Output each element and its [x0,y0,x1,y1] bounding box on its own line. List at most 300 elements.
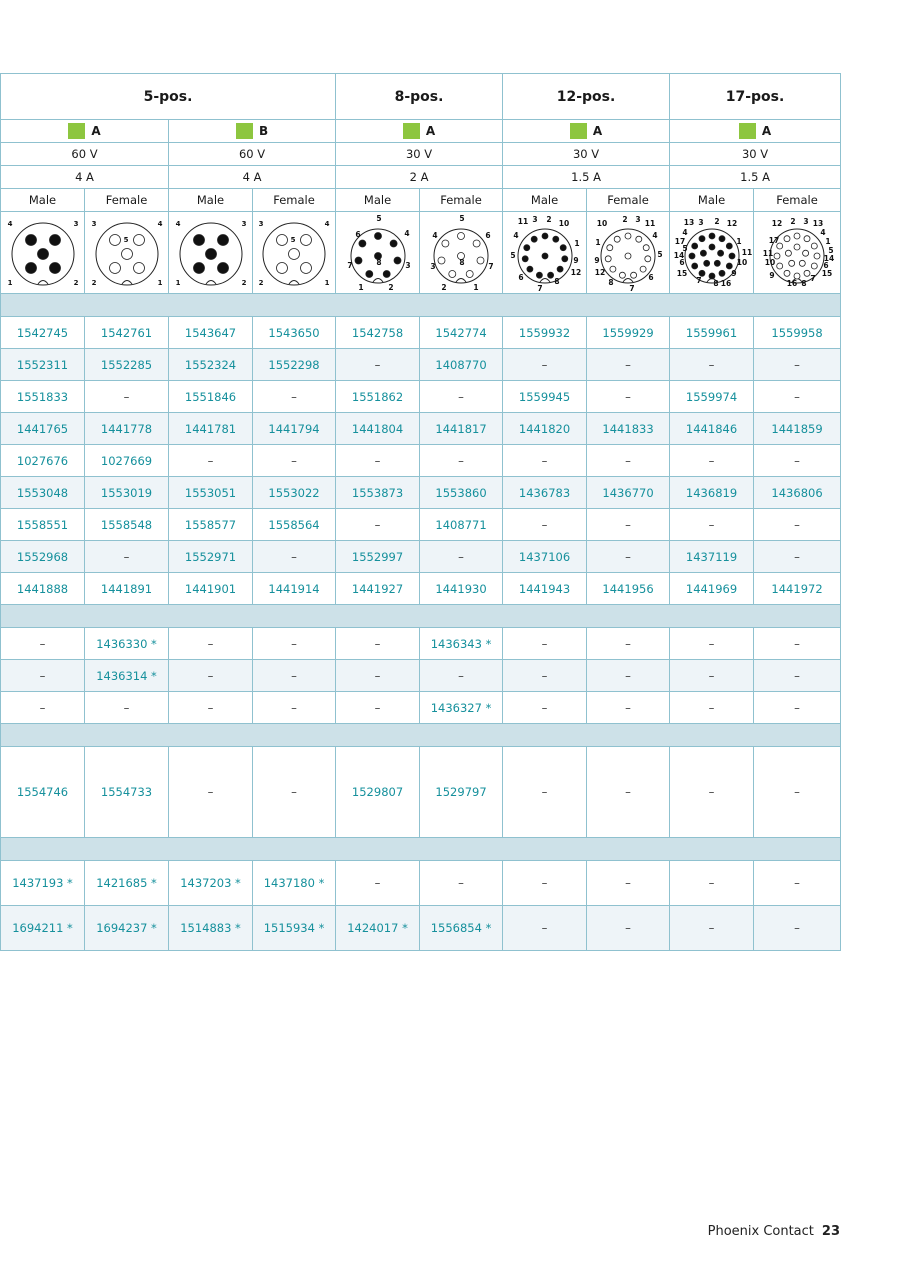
order-number-cell: – [503,628,587,660]
pin-number-label: 7 [488,261,494,271]
pin-number-label: 1 [157,278,162,287]
order-number-cell: 1441891 [85,573,169,605]
pin-number-label: 1 [573,238,580,248]
contact-pin [804,235,810,241]
order-number-cell: 1694211 * [1,906,85,951]
order-number-cell: – [336,509,420,541]
gender-cell: Male [503,189,587,212]
page-footer [708,1224,840,1239]
17-pos-female-diagram [756,213,838,293]
order-number-cell: – [253,747,336,838]
pin-number-label: 3 [73,219,78,228]
order-number-cell: – [503,349,587,381]
pin-number-label: 5 [39,235,44,244]
coding-cell [169,120,336,143]
order-number-cell: – [336,660,420,692]
contact-pin [217,234,228,245]
order-number-cell: 1552298 [253,349,336,381]
contact-pin [557,266,563,272]
order-number-cell: 1436770 [587,477,670,509]
order-number-cell: – [587,861,670,906]
contact-pin [394,257,401,264]
table-row [1,906,841,951]
pin-diagram-row [1,212,841,294]
contact-pin [729,253,735,259]
pin-number-label: 1 [473,282,479,292]
order-number-cell: – [336,628,420,660]
section-band [1,724,841,747]
contact-pin [355,257,362,264]
contact-pin [477,257,484,264]
coding-swatch-icon [570,123,587,139]
contact-pin [784,235,790,241]
section-band-cell [1,605,841,628]
pin-diagram-cell [420,212,503,294]
order-number-cell: – [670,628,754,660]
coding-label: A [425,124,436,138]
pin-number-label: 4 [157,219,162,228]
order-number-cell: 1436806 [754,477,841,509]
contact-pin [607,244,613,250]
pin-number-label: 10 [558,218,569,228]
pin-number-label: 6 [823,260,829,270]
order-number-cell: – [420,660,503,692]
order-number-cell: – [754,445,841,477]
voltage-cell: 30 V [336,143,503,166]
order-number-cell: 1552285 [85,349,169,381]
section-band [1,294,841,317]
contact-pin [625,253,631,259]
pin-diagram-cell [253,212,336,294]
order-number-cell: – [336,445,420,477]
current-cell: 1.5 A [503,166,670,189]
pin-number-label: 2 [622,214,628,224]
coding-label: B [258,124,269,138]
voltage-cell: 30 V [503,143,670,166]
5-pos-b-male-diagram [170,213,252,293]
order-number-cell: 1437180 * [253,861,336,906]
pin-number-label: 10 [736,257,747,267]
pin-number-label: 12 [570,267,581,277]
pin-number-label: 11 [741,247,752,257]
order-number-cell: – [587,747,670,838]
order-number-cell: – [1,628,85,660]
coding-swatch-icon [236,123,253,139]
pin-diagram-cell [169,212,253,294]
pin-number-label: 8 [712,278,719,288]
order-number-cell: 1441794 [253,413,336,445]
order-number-cell: – [85,541,169,573]
contact-pin [133,262,144,273]
series-12-pos: 12-pos. [503,74,670,120]
pin-diagram-cell [1,212,85,294]
order-number-cell: – [587,628,670,660]
table-row [1,381,841,413]
pin-number-label: 2 [258,278,264,287]
pin-number-label: 2 [387,282,394,292]
voltage-row [1,143,841,166]
section-band [1,605,841,628]
pin-number-label: 3 [531,214,538,224]
pin-number-label: 8 [801,278,807,288]
coding-notch [623,278,633,282]
gender-cell: Female [420,189,503,212]
contact-pin [799,260,805,266]
order-number-cell: – [169,747,253,838]
pin-number-label: 5 [828,245,834,255]
order-number-cell: – [754,692,841,724]
coding-swatch-icon [403,123,420,139]
order-number-cell: – [336,692,420,724]
coding-notch [289,280,299,284]
current-row [1,166,841,189]
pin-number-label: 2 [790,216,796,226]
pin-diagram-cell [336,212,420,294]
coding-notch [456,278,466,282]
gender-cell: Male [169,189,253,212]
order-number-cell: 1441930 [420,573,503,605]
pin-number-label: 6 [485,230,491,240]
contact-pin [547,272,553,278]
order-number-cell: – [336,349,420,381]
order-number-cell: – [253,541,336,573]
contact-pin [803,250,809,256]
contact-pin [625,233,631,239]
table-row [1,349,841,381]
pin-number-label: 2 [241,278,246,287]
pin-number-label: 3 [697,217,704,227]
contact-pin [794,233,800,239]
order-number-cell: – [253,628,336,660]
order-number-cell: – [169,692,253,724]
contact-pin [777,263,783,269]
gender-cell: Female [253,189,336,212]
contact-pin [542,233,548,239]
section-band-cell [1,294,841,317]
contact-pin [640,266,646,272]
order-number-cell: 1027676 [1,445,85,477]
contact-pin [789,260,795,266]
order-number-cell: – [587,381,670,413]
order-number-cell: – [420,541,503,573]
pin-number-label: 15 [676,268,687,278]
contact-pin [719,235,725,241]
pin-number-label: 4 [652,230,658,240]
order-number-cell: 1408770 [420,349,503,381]
pin-number-label: 2 [91,278,96,287]
order-number-cell: 1553048 [1,477,85,509]
order-number-cell: 1554746 [1,747,85,838]
pin-number-label: 5 [681,243,688,253]
pin-number-label: 5 [509,250,516,260]
coding-label: A [761,124,772,138]
order-number-cell: – [587,906,670,951]
order-number-cell: 1558551 [1,509,85,541]
order-number-cell: 1437203 * [169,861,253,906]
order-number-cell: 1529807 [336,747,420,838]
contact-pin [365,270,372,277]
contact-pin [374,232,381,239]
pin-number-label: 3 [91,219,96,228]
series-header-row [1,74,841,120]
contact-pin [526,266,532,272]
section-band-cell [1,838,841,861]
section-band [1,838,841,861]
coding-notch [38,280,48,284]
order-number-cell: 1559945 [503,381,587,413]
pin-number-label: 10 [764,257,776,267]
contact-pin [531,236,537,242]
pin-number-label: 15 [821,268,833,278]
pin-number-label: 17 [768,235,780,245]
contact-pin [714,260,720,266]
order-number-cell: – [253,381,336,413]
contact-pin [49,234,60,245]
contact-pin [193,262,204,273]
pin-number-label: 3 [241,219,246,228]
order-number-cell: 1441927 [336,573,420,605]
coding-label: A [91,124,101,138]
series-8-pos: 8-pos. [336,74,503,120]
contact-pin [560,244,566,250]
table-row [1,541,841,573]
order-number-cell: 1553051 [169,477,253,509]
contact-pin [289,248,300,259]
contact-pin [301,262,312,273]
order-number-cell: 1559929 [587,317,670,349]
pin-number-label: 9 [769,270,775,280]
coding-row [1,120,841,143]
pin-number-label: 16 [786,278,798,288]
pin-number-label: 2 [441,282,447,292]
5-pos-a-male-diagram [2,213,84,293]
order-number-cell: – [169,445,253,477]
order-number-cell: – [503,861,587,906]
contact-pin [390,240,397,247]
table-row [1,573,841,605]
contact-pin [636,236,642,242]
coding-cell [336,120,503,143]
order-number-cell: 1553860 [420,477,503,509]
contact-pin [814,253,820,259]
pin-number-label: 3 [258,219,264,228]
table-row [1,861,841,906]
coding-cell [1,120,169,143]
pin-number-label: 12 [726,218,737,228]
order-number-cell: – [754,861,841,906]
order-number-cell: 1441781 [169,413,253,445]
current-cell: 4 A [169,166,336,189]
order-number-cell: 1408771 [420,509,503,541]
order-number-cell: 1551846 [169,381,253,413]
order-number-cell: 1421685 * [85,861,169,906]
coding-swatch-icon [68,123,85,139]
order-number-cell: – [754,628,841,660]
order-number-cell: 1542745 [1,317,85,349]
order-number-cell: – [670,747,754,838]
5-pos-a-female-diagram [86,213,168,293]
order-number-cell: – [420,445,503,477]
order-number-cell: – [754,660,841,692]
pin-number-label: 13 [683,217,694,227]
table-row [1,445,841,477]
contact-pin [542,253,548,259]
order-number-cell: – [587,541,670,573]
order-number-cell: 1441969 [670,573,754,605]
current-cell: 2 A [336,166,503,189]
order-number-cell: 1552971 [169,541,253,573]
contact-pin [301,234,312,245]
pin-number-label: 11 [644,218,656,228]
order-number-cell: 1441817 [420,413,503,445]
pin-number-label: 5 [459,213,465,223]
pin-number-label: 9 [572,255,579,265]
contact-pin [689,253,695,259]
contact-pin [523,244,529,250]
order-number-cell: 1542758 [336,317,420,349]
order-number-cell: 1559958 [754,317,841,349]
gender-cell: Female [587,189,670,212]
pin-number-label: 3 [635,214,641,224]
table-row [1,477,841,509]
order-number-cell: – [1,660,85,692]
current-cell: 4 A [1,166,169,189]
order-number-cell: 1552324 [169,349,253,381]
gender-cell: Male [670,189,754,212]
order-number-cell: – [253,445,336,477]
contact-pin [466,270,473,277]
contact-pin [561,255,567,261]
contact-pin [522,255,528,261]
contact-pin [631,272,637,278]
pin-number-label: 4 [512,230,519,240]
order-number-cell: 1558564 [253,509,336,541]
order-number-cell: – [420,861,503,906]
order-number-cell: 1441859 [754,413,841,445]
contact-pin [449,270,456,277]
pin-number-label: 9 [730,268,737,278]
order-number-cell: – [253,692,336,724]
contact-pin [277,262,288,273]
current-cell: 1.5 A [670,166,841,189]
order-number-cell: 1441956 [587,573,670,605]
contact-pin [25,262,36,273]
order-number-cell: 1441901 [169,573,253,605]
pin-number-label: 1 [324,278,330,287]
contact-pin [358,240,365,247]
voltage-cell: 30 V [670,143,841,166]
order-number-cell: – [587,692,670,724]
contact-pin [643,244,649,250]
gender-cell: Female [754,189,841,212]
pin-number-label: 8 [608,277,614,287]
contact-pin [193,234,204,245]
order-number-cell: 1437119 [670,541,754,573]
pin-number-label: 4 [324,219,330,228]
order-number-cell: 1441833 [587,413,670,445]
order-number-cell: 1514883 * [169,906,253,951]
order-number-cell: – [670,445,754,477]
order-number-cell: – [670,349,754,381]
order-number-cell: – [754,747,841,838]
series-5-pos: 5-pos. [1,74,336,120]
order-number-cell: – [85,692,169,724]
section-band-cell [1,724,841,747]
order-number-cell: 1543647 [169,317,253,349]
coding-notch [540,278,550,282]
order-number-cell: 1441765 [1,413,85,445]
coding-label: A [592,124,603,138]
order-number-cell: – [754,541,841,573]
order-number-cell: – [754,381,841,413]
contact-pin [610,266,616,272]
order-number-cell: 1552311 [1,349,85,381]
pin-number-label: 1 [357,282,364,292]
pin-number-label: 4 [7,219,12,228]
pin-number-label: 2 [73,278,78,287]
coding-notch [206,280,216,284]
order-number-cell: – [420,381,503,413]
contact-pin [709,233,715,239]
order-number-cell: 1556854 * [420,906,503,951]
order-number-cell: – [1,692,85,724]
pin-number-label: 9 [594,255,600,265]
contact-pin [25,234,36,245]
order-number-cell: 1542761 [85,317,169,349]
pin-number-label: 3 [803,216,809,226]
order-number-cell: – [253,660,336,692]
coding-cell [503,120,670,143]
order-number-cell: 1436327 * [420,692,503,724]
pin-number-label: 4 [432,230,438,240]
contact-pin [719,270,725,276]
table-row [1,413,841,445]
order-number-cell: – [670,509,754,541]
order-number-cell: 1441804 [336,413,420,445]
order-number-cell: – [169,660,253,692]
order-number-cell: 1436783 [503,477,587,509]
order-number-cell: 1553873 [336,477,420,509]
pin-number-label: 3 [404,260,411,270]
pin-number-label: 5 [290,235,296,244]
contact-pin [37,248,48,259]
order-number-cell: – [169,628,253,660]
gender-cell: Male [1,189,85,212]
order-number-cell: 1552997 [336,541,420,573]
contact-pin [811,263,817,269]
order-number-cell: – [503,660,587,692]
contact-pin [811,243,817,249]
contact-pin [619,272,625,278]
order-number-cell: – [670,660,754,692]
order-number-cell: – [587,445,670,477]
coding-notch [373,278,383,282]
coding-notch [122,280,132,284]
pin-number-label: 12 [771,218,783,228]
order-number-cell: 1559961 [670,317,754,349]
pin-number-label: 6 [517,272,524,282]
contact-pin [536,272,542,278]
pin-number-label: 5 [123,235,128,244]
pin-number-label: 6 [354,229,361,239]
order-number-cell: – [670,692,754,724]
contact-pin [473,240,480,247]
contact-pin [726,243,732,249]
table-row [1,692,841,724]
order-number-cell: 1441943 [503,573,587,605]
pin-number-label: 7 [629,283,635,293]
contact-pin [217,262,228,273]
